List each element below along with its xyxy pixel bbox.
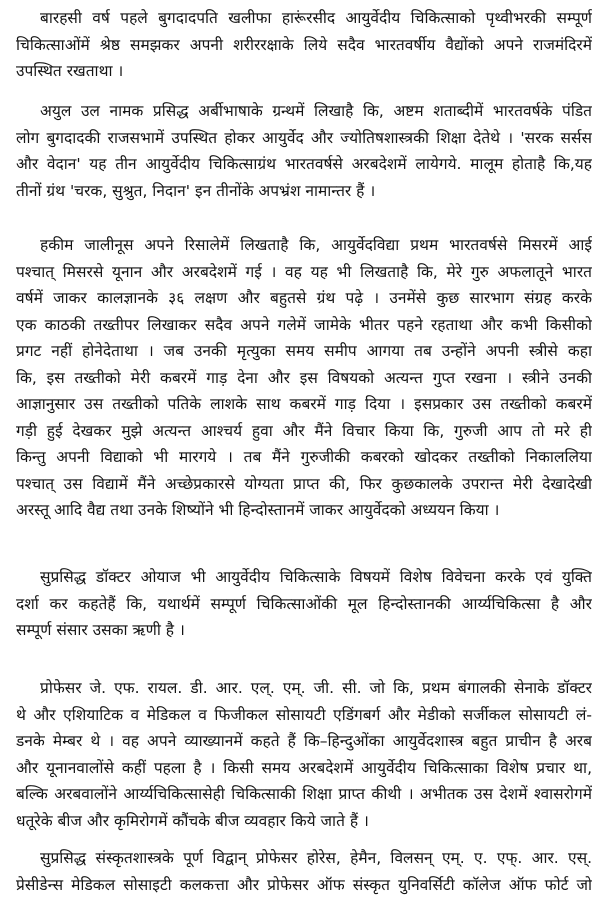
text-line: हकीम जालीनूस अपने रिसालेमें लिखताहै कि, आयुर्वेदविद्या प्रथम भारतवर्षसे मिसरमें आई (40, 236, 592, 254)
text-line: अरस्तू आदि वैद्य तथा उनके शिष्योंने भी हिन्दोस्तानमें जाकर आयुर्वेदको अध्ययन किया । (16, 501, 500, 519)
text-line: आज्ञानुसार उस तख्तीको पतिके लाशके साथ कबरमें गाड़ दिया । इसप्रकार उस तख्तीको कबरमें (16, 395, 592, 413)
text-line: बल्कि अरबवालोंने आर्य्यचिकित्सासेही चिकित्साकी शिक्षा प्राप्त कीथी । अभीतक उस देशमें श्वासरोगमें (16, 785, 592, 803)
text-line: तीनों ग्रंथ 'चरक, सुश्रुत, निदान' इन तीनोंके अपभ्रंश नामान्तर हैं । (16, 181, 376, 200)
text-line: प्रेसीडेन्स मेडिकल सोसाइटी कलकत्ता और प्रोफेसर ऑफ संस्कृत युनिवर्सिटी कॉलेज ऑफ फोर्ट जो (16, 875, 592, 894)
text-line: सम्पूर्ण संसार उसका ऋणी है । (16, 621, 185, 639)
text-line: थे और एशियाटिक व मेडिकल व फिजीकल सोसायटी एडिंगबर्ग और मेडीको सर्जीकल सोसायटी लं- (16, 705, 592, 724)
text-line: सुप्रसिद्ध संस्कृतशास्त्रके पूर्ण विद्वान् प्रोफेसर होरेस, हेमैन, विलसन् एम्. ए. एफ्. आर. एस्. (40, 849, 592, 867)
text-line: पश्चात् मिसरसे यूनान और अरबदेशमें गई । वह यह भी लिखताहै कि, मेरे गुरु अफलातूने भारत (16, 262, 592, 281)
text-line: अयुल उल नामक प्रसिद्ध अर्बीभाषाके ग्रन्थमें लिखाहै कि, अष्टम शताब्दीमें भारतवर्षके पंडित (40, 102, 592, 120)
text-line: प्रगट नहीं होनेदेताथा । जब उनकी मृत्युका समय समीप आगया तब उन्होंने अपनी स्त्रीसे कहा (16, 342, 592, 360)
text-line: एक काठकी तख्तीपर लिखाकर सदैव अपने गलेमें जामेके भीतर पहने रहताथा और कभी किसीको (16, 315, 592, 334)
paragraph (16, 5, 592, 85)
text-line: दर्शा कर कहतेहैं कि, यथार्थमें सम्पूर्ण चिकित्साओंकी मूल हिन्दोस्तानकी आर्य्यचिकित्सा है और (16, 594, 592, 613)
paragraph (16, 564, 592, 644)
text-line: प्रोफेसर जे. एफ. रायल. डी. आर. एल्. एम्. जी. सी. जो कि, प्रथम बंगालकी सेनाके डॉक्टर (40, 679, 592, 697)
text-line: कि, इस तख्तीको मेरी कबरमें गाड़ देना और इस विषयको अत्यन्त गुप्त रखना । स्त्रीने उनकी (16, 368, 592, 387)
text-line: वर्षमें जाकर कालज्ञानके ३६ लक्षण और बहुतसे ग्रंथ पढ़े । उनमेंसे कुछ सारभाग संग्रह करके (16, 289, 592, 307)
text-line: पश्चात् उस विद्यामें मैंने अच्छेप्रकारसे योग्यता प्राप्त की, फिर कुछकालके उपरान्त मेरी देखादेखी (16, 474, 592, 493)
text-line: चिकित्साओंमें श्रेष्ठ समझकर अपनी शरीररक्षाके लिये सदैव भारतवर्षीय वैद्योंको अपने राजमंदिरमें (16, 35, 592, 54)
paragraph (16, 845, 592, 898)
text-line: डनके मेम्बर थे । वह अपने व्याख्यानमें कहते हैं कि–हिन्दुओंका आयुर्वेदशास्त्र बहुत प्राचीन है अरब (16, 732, 592, 750)
text-line: और वेदान' यह तीन आयुर्वेदीय चिकित्साग्रंथ भारतवर्षसे अरबदेशमें लायेगये. मालूम होताहै कि,यह (16, 155, 592, 173)
text-line: लोग बुगदादकी राजसभामें उपस्थित होकर आयुर्वेद और ज्योतिषशास्त्रकी शिक्षा देतेथे । 'सरक सर्सस (16, 128, 592, 147)
text-line: उपस्थित रखताथा । (16, 62, 124, 80)
text-line: बारहसी वर्ष पहले बुगदादपति खलीफा हारूंरसीद आयुर्वेदीय चिकित्साको पृथ्वीभरकी सम्पूर्ण (40, 9, 592, 27)
paragraph (16, 98, 592, 204)
text-line: सुप्रसिद्ध डॉक्टर ओयाज भी आयुर्वेदीय चिकित्साके विषयमें विशेष विवेचना करके एवं युक्ति (40, 568, 592, 586)
paragraph (16, 675, 592, 834)
text-line: किन्तु अपनी विद्याको भी मारगये । तब मैंने गुरुजीकी कबरको खोदकर तख्तीको निकाललिया (16, 448, 592, 466)
text-line: गड़ी हुई देखकर मुझे अत्यन्त आश्चर्य हुवा और मैंने विचार किया कि, गुरुजी आप तो मरे ही (16, 421, 592, 440)
paragraph (16, 232, 592, 524)
text-line: धतूरेके बीज और कृमिरोगमें कौंचके बीज व्यवहार किये जाते हैं । (16, 811, 369, 830)
text-line: और यूनानवालोंसे कहीं पहला है । किसी समय अरबदेशमें आयुर्वेदीय चिकित्साका विशेष प्रचार था, (16, 758, 592, 777)
